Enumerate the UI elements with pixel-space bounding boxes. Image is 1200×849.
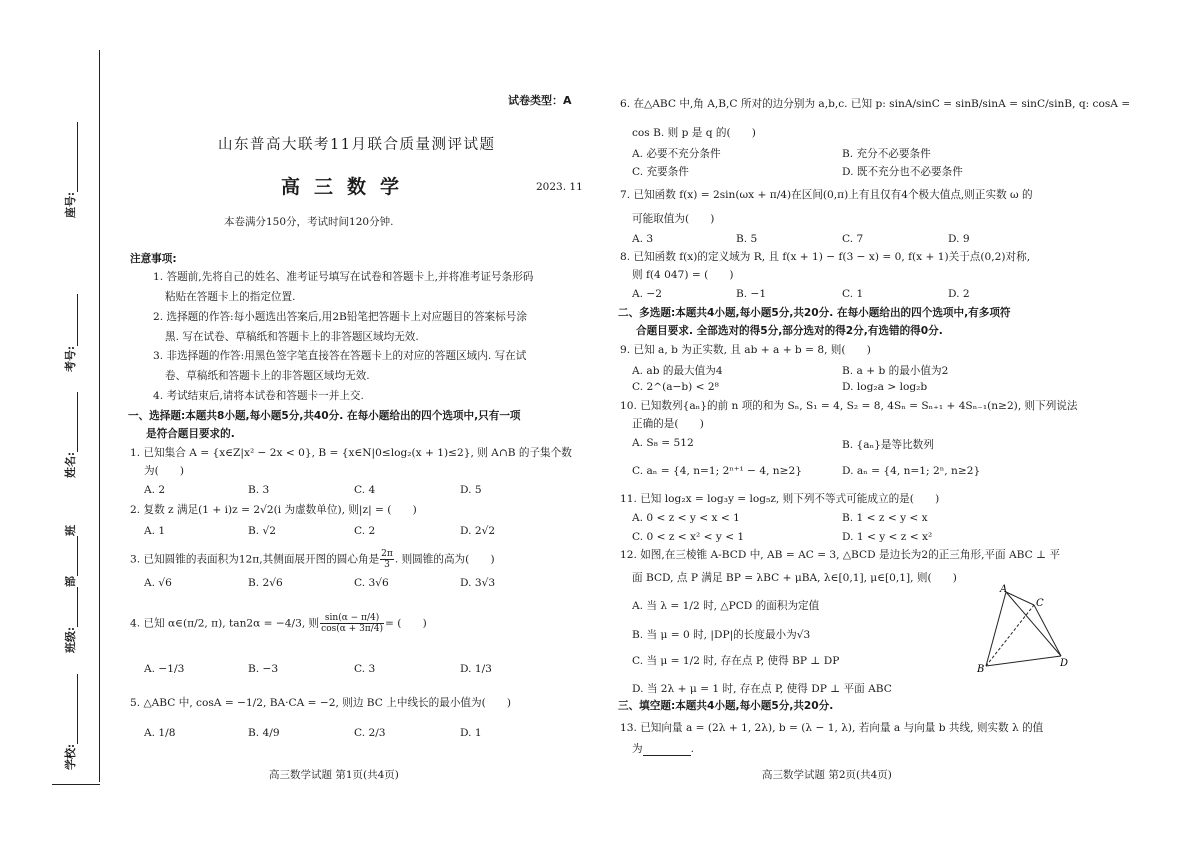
q4-stem	[130, 613, 427, 634]
q8-option-d[interactable]: D. 2	[948, 288, 970, 300]
note-line: 3. 非选择题的作答:用黑色签字笔直接答在答题卡上的对应的答题区域内. 写在试	[153, 350, 527, 362]
q8-stem: 8. 已知函数 f(x)的定义域为 R, 且 f(x + 1) − f(3 − x) = 0, f(x + 1)关于点(0,2)对称,	[620, 251, 1031, 263]
binding-line	[99, 50, 100, 782]
q7-option-c[interactable]: C. 7	[842, 233, 864, 245]
q5-option-b[interactable]: B. 4/9	[248, 727, 280, 739]
class-blank[interactable]	[66, 587, 78, 627]
ban-label: 班	[64, 524, 77, 536]
binding-margin	[0, 0, 110, 849]
q2-option-d[interactable]: D. 2√2	[460, 525, 496, 537]
notes-title: 注意事项:	[130, 253, 177, 265]
q12-stem: 12. 如图,在三棱锥 A-BCD 中, AB = AC = 3, △BCD 是边长为2的正三角形,平面 ABC ⊥ 平	[620, 549, 1061, 561]
note-line: 粘贴在答题卡上的指定位置.	[165, 291, 296, 303]
note-line: 1. 答题前,先将自己的姓名、准考证号填写在试卷和答题卡上,并将准考证号条形码	[153, 271, 534, 283]
school-field	[62, 674, 78, 770]
q6-stem-cont: cos B. 则 p 是 q 的( )	[632, 127, 756, 139]
q7-option-b[interactable]: B. 5	[736, 233, 758, 245]
q13-stem: 13. 已知向量 a = (2λ + 1, 2λ), b = (λ − 1, λ), 若向量 a 与向量 b 共线, 则实数 λ 的值	[620, 722, 1044, 734]
q4-option-d[interactable]: D. 1/3	[460, 663, 492, 675]
q13-stem-b: 为	[632, 743, 643, 755]
q3-stem-b: . 则圆锥的高为( )	[394, 553, 495, 566]
q9-option-b[interactable]: B. a + b 的最小值为2	[842, 365, 949, 377]
q6-option-a[interactable]: A. 必要不充分条件	[632, 148, 721, 160]
exam-no-label: 考号:	[64, 345, 77, 372]
q8-option-a[interactable]: A. −2	[632, 288, 663, 300]
q7-stem-cont: 可能取值为( )	[632, 213, 715, 225]
q4-option-a[interactable]: A. −1/3	[144, 663, 185, 675]
q6-stem: 6. 在△ABC 中,角 A,B,C 所对的边分别为 a,b,c. 已知 p: sinA/sinC = sinB/sinA = sinC/sinB, q: cosA =	[620, 98, 1131, 110]
vertex-label-a: A	[1000, 584, 1008, 595]
q7-option-a[interactable]: A. 3	[632, 233, 654, 245]
q11-option-b[interactable]: B. 1 < z < y < x	[842, 512, 928, 524]
q4-option-b[interactable]: B. −3	[248, 663, 279, 675]
edge-ac	[1006, 592, 1034, 605]
q6-option-c[interactable]: C. 充要条件	[632, 166, 689, 178]
q10-stem-cont: 正确的是( )	[632, 418, 704, 430]
exam-no-blank[interactable]	[66, 294, 78, 346]
q12-option-a[interactable]: A. 当 λ = 1/2 时, △PCD 的面积为定值	[632, 600, 820, 612]
q3-frac-num: 2π	[381, 549, 393, 559]
q12-option-d[interactable]: D. 当 2λ + μ = 1 时, 存在点 P, 使得 DP ⊥ 平面 ABC	[632, 683, 892, 695]
q1-stem: 1. 已知集合 A = {x∈Z|x² − 2x < 0}, B = {x∈N|0≤log₂(x + 1)≤2}, 则 A∩B 的子集个数	[130, 447, 572, 459]
q5-option-c[interactable]: C. 2/3	[354, 727, 386, 739]
q11-option-a[interactable]: A. 0 < z < y < x < 1	[632, 512, 740, 524]
q8-stem-cont: 则 f(4 047) = ( )	[632, 269, 734, 281]
page2-footer: 高三数学试题 第2页(共4页)	[762, 769, 892, 781]
seat-label: 座号:	[64, 191, 77, 218]
q11-option-d[interactable]: D. 1 < y < z < x²	[842, 531, 933, 543]
q5-option-a[interactable]: A. 1/8	[144, 727, 176, 739]
edge-cd	[1034, 605, 1061, 656]
q4-stem-b: = ( )	[385, 617, 427, 630]
note-line: 4. 考试结束后,请将本试卷和答题卡一并上交.	[153, 390, 364, 402]
q1-option-b[interactable]: B. 3	[248, 484, 270, 496]
q11-stem: 11. 已知 log₂x = log₃y = log₅z, 则下列不等式可能成立的是( )	[620, 493, 940, 505]
q5-stem: 5. △ABC 中, cosA = −1/2, BA·CA = −2, 则边 BC 上中线长的最小值为( )	[130, 697, 512, 709]
school-label: 学校:	[64, 743, 77, 770]
q3-option-d[interactable]: D. 3√3	[460, 577, 496, 589]
seat-field	[62, 122, 78, 218]
q1-option-a[interactable]: A. 2	[144, 484, 166, 496]
q8-option-b[interactable]: B. −1	[736, 288, 767, 300]
section2-heading-cont: 合题目要求. 全部选对的得5分,部分选对的得2分,有选错的得0分.	[636, 325, 943, 337]
subject-title: 高三数学	[281, 176, 414, 198]
q9-option-a[interactable]: A. ab 的最大值为4	[632, 365, 723, 377]
q12-option-c[interactable]: C. 当 μ = 1/2 时, 存在点 P, 使得 BP ⊥ DP	[632, 655, 840, 667]
q10-option-d[interactable]: D. aₙ = {4, n=1; 2ⁿ, n≥2}	[842, 465, 981, 477]
q2-option-a[interactable]: A. 1	[144, 525, 166, 537]
name-field	[62, 392, 78, 478]
note-line: 卷、草稿纸和答题卡上的非答题区域均无效.	[165, 370, 370, 382]
exam-no-field	[62, 294, 78, 372]
seat-blank[interactable]	[66, 122, 78, 192]
q2-stem: 2. 复数 z 满足(1 + i)z = 2√2(i 为虚数单位), 则|z| = ( )	[130, 504, 417, 516]
page1-footer: 高三数学试题 第1页(共4页)	[269, 769, 399, 781]
dept-label: 部	[64, 575, 77, 587]
section2-heading: 二、多选题:本题共4小题,每小题5分,共20分. 在每小题给出的四个选项中,有多项符	[618, 307, 1011, 319]
q12-stem-cont: 面 BCD, 点 P 满足 BP = λBC + μBA, λ∈[0,1], μ∈[0,1], 则( )	[632, 572, 957, 584]
q9-option-c[interactable]: C. 2^(a−b) < 2⁸	[632, 381, 719, 393]
q2-option-b[interactable]: B. √2	[248, 525, 277, 537]
q9-stem: 9. 已知 a, b 为正实数, 且 ab + a + b = 8, 则( )	[620, 344, 871, 356]
q13-stem-cont: 为 .	[632, 743, 694, 755]
section1-heading: 一、选择题:本题共8小题,每小题5分,共40分. 在每小题给出的四个选项中,只有一项	[128, 410, 521, 422]
edge-bd	[986, 656, 1061, 666]
edge-ab	[986, 592, 1006, 666]
q13-answer-blank[interactable]	[643, 745, 691, 756]
exam-title: 山东普高大联考11月联合质量测评试题	[218, 137, 496, 153]
school-blank[interactable]	[66, 674, 78, 744]
q1-option-d[interactable]: D. 5	[460, 484, 482, 496]
ban-blank[interactable]	[66, 536, 78, 576]
q9-option-d[interactable]: D. log₂a > log₂b	[842, 381, 928, 393]
class-label: 班级:	[64, 626, 77, 653]
paper-type: 试卷类型：A	[508, 94, 572, 107]
q3-angle-fraction	[380, 549, 394, 570]
q1-stem-cont: 为( )	[144, 465, 185, 477]
q10-option-c[interactable]: C. aₙ = {4, n=1; 2ⁿ⁺¹ − 4, n≥2}	[632, 465, 802, 477]
q10-stem: 10. 已知数列{aₙ}的前 n 项的和为 Sₙ, S₁ = 4, S₂ = 8, 4Sₙ = Sₙ₊₁ + 4Sₙ₋₁(n≥2), 则下列说法	[620, 400, 1078, 412]
q12-option-b[interactable]: B. 当 μ = 0 时, |DP|的长度最小为√3	[632, 629, 811, 641]
q4-stem-a: 4. 已知 α∈(π/2, π), tan2α = −4/3, 则	[130, 617, 320, 630]
name-blank[interactable]	[66, 392, 78, 452]
note-line: 2. 选择题的作答:每小题选出答案后,用2B铅笔把答题卡上对应题目的答案标号涂	[153, 311, 527, 323]
exam-date: 2023. 11	[536, 181, 583, 193]
q11-option-c[interactable]: C. 0 < z < x² < y < 1	[632, 531, 745, 543]
q3-frac-den: 3	[384, 560, 390, 570]
edge-bc-hidden	[986, 605, 1034, 666]
vertex-label-c: C	[1036, 598, 1044, 609]
q4-frac-num: sin(α − π/4)	[320, 613, 384, 624]
q10-option-a[interactable]: A. S₈ = 512	[632, 437, 694, 449]
q7-stem: 7. 已知函数 f(x) = 2sin(ωx + π/4)在区间(0,π)上有且仅有4个极大值点,则正实数 ω 的	[620, 189, 1033, 201]
q2-option-c[interactable]: C. 2	[354, 525, 376, 537]
q3-option-a[interactable]: A. √6	[144, 577, 172, 589]
q6-option-d[interactable]: D. 既不充分也不必要条件	[842, 166, 963, 178]
q6-option-b[interactable]: B. 充分不必要条件	[842, 148, 931, 160]
edge-ad	[1006, 592, 1061, 656]
q1-option-c[interactable]: C. 4	[354, 484, 376, 496]
q4-fraction	[320, 613, 384, 634]
section3-heading: 三、填空题:本题共4小题,每小题5分,共20分.	[618, 700, 834, 712]
q3-stem	[130, 549, 495, 570]
q8-option-c[interactable]: C. 1	[842, 288, 864, 300]
full-score-note: 本卷满分150分，考试时间120分钟.	[224, 216, 394, 228]
q10-option-b[interactable]: B. {aₙ}是等比数列	[842, 439, 934, 451]
binding-line-foot	[52, 784, 100, 785]
section1-heading-cont: 是符合题目要求的.	[146, 428, 235, 440]
q5-option-d[interactable]: D. 1	[460, 727, 482, 739]
q3-option-c[interactable]: C. 3√6	[354, 577, 389, 589]
q4-option-c[interactable]: C. 3	[354, 663, 376, 675]
q3-stem-a: 3. 已知圆锥的表面积为12π,其侧面展开图的圆心角是	[130, 553, 380, 566]
note-line: 黑. 写在试卷、草稿纸和答题卡上的非答题区域均无效.	[165, 331, 419, 343]
class-field	[62, 525, 78, 653]
vertex-label-b: B	[977, 664, 985, 675]
name-label: 姓名:	[64, 451, 77, 478]
q7-option-d[interactable]: D. 9	[948, 233, 970, 245]
q3-option-b[interactable]: B. 2√6	[248, 577, 283, 589]
q4-frac-den: cos(α + 3π/4)	[321, 624, 383, 634]
tetrahedron-figure	[974, 580, 1074, 676]
vertex-label-d: D	[1060, 658, 1069, 669]
